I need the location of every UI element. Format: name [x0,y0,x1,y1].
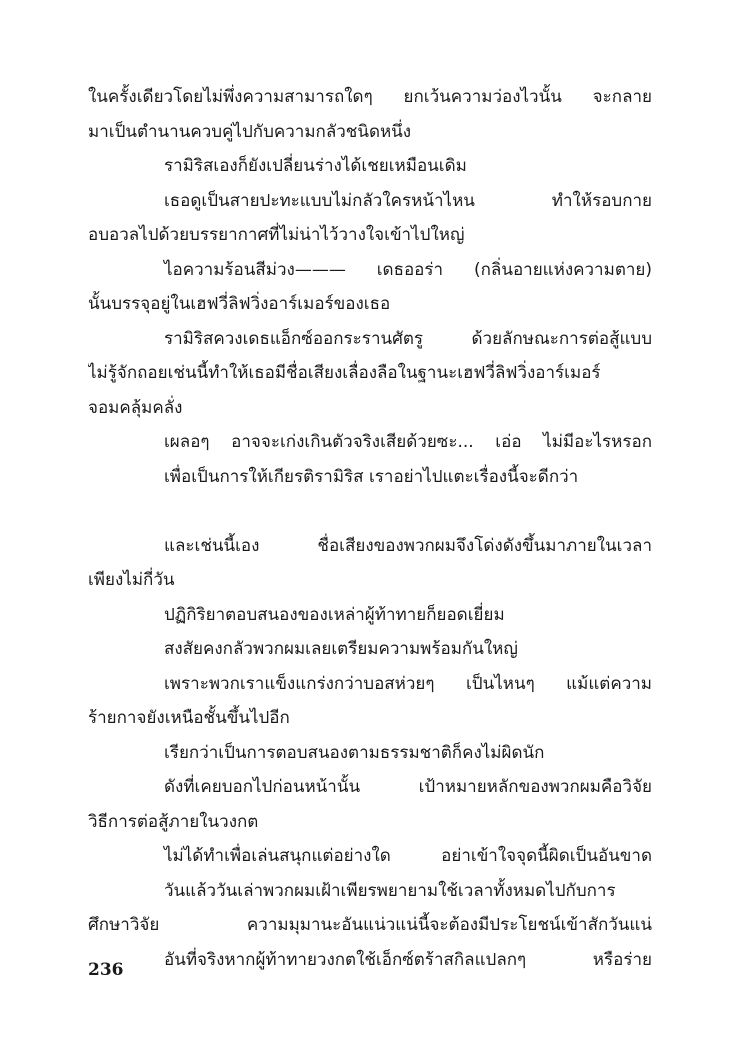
text-line: จอมคลุ้มคลั่ง [88,397,183,418]
text-line: นั้นบรรจุอยู่ในเฮฟวี่ลิฟวิ่งอาร์เมอร์ของเธอ [88,294,391,314]
text-line: ในครั้งเดียวโดยไม่พึ่งความสามารถใดๆ ยกเว้นความว่องไวนั้น จะกลาย [88,87,652,107]
text-line: รามิริสควงเดธแอ็กซ์ออกระรานศัตรู ด้วยลักษณะการต่อสู้แบบ [164,328,652,349]
text-line: รามิริสเองก็ยังเปลี่ยนร่างได้เชยเหมือนเดิม [164,156,467,176]
text-line: ไอความร้อนสีม่วง——— เดธออร่า (กลิ่นอายแห่งความตาย) [164,259,652,280]
text-line: ปฏิกิริยาตอบสนองของเหล่าผู้ท้าทายก็ยอดเยี่ยม [164,604,505,625]
text-line: วันแล้ววันเล่าพวกผมเฝ้าเพียรพยายามใช้เวลาทั้งหมดไปกับการ [164,880,616,901]
text-line: เรียกว่าเป็นการตอบสนองตามธรรมชาติก็คงไม่ผิดนัก [164,742,545,763]
text-line: เพื่อเป็นการให้เกียรติรามิริส เราอย่าไปแตะเรื่องนี้จะดีกว่า [164,466,579,487]
text-line: เพียงไม่กี่วัน [88,570,175,590]
body-text [88,80,652,977]
text-line: ดังที่เคยบอกไปก่อนหน้านั้น เป้าหมายหลักของพวกผมคือวิจัย [164,777,652,797]
text-line: อบอวลไปด้วยบรรยากาศที่ไม่น่าไว้วางใจเข้าไปใหญ่ [88,225,465,245]
text-line: ร้ายกาจยังเหนือชั้นขึ้นไปอีก [88,708,290,728]
text-line: เพราะพวกเราแข็งแกร่งกว่าบอสห่วยๆ เป็นไหนๆ แม้แต่ความ [164,673,652,694]
text-line: ศึกษาวิจัย ความมุมานะอันแน่วแน่นี้จะต้องมีประโยชน์เข้าสักวันแน่ [88,915,652,935]
text-line: วิธีการต่อสู้ภายในวงกต [88,811,259,832]
text-line: เผลอๆ อาจจะเก่งเกินตัวจริงเสียด้วยซะ... เอ่อ ไม่มีอะไรหรอก [164,432,652,452]
text-line: สงสัยคงกลัวพวกผมเลยเตรียมความพร้อมกันใหญ่ [164,639,518,659]
blank-line [88,494,652,529]
text-line: และเช่นนี้เอง ชื่อเสียงของพวกผมจึงโด่งดังขึ้นมาภายในเวลา [164,535,652,556]
text-line: ไม่รู้จักถอยเช่นนี้ทำให้เธอมีชื่อเสียงเลื่องลือในฐานะเฮฟวี่ลิฟวิ่งอาร์เมอร์ [88,363,601,383]
text-line: เธอดูเป็นสายปะทะแบบไม่กลัวใครหน้าไหน ทำให้รอบกาย [164,190,652,211]
page-number: 236 [88,960,124,980]
text-line: อันที่จริงหากผู้ท้าทายวงกตใช้เอ็กซ์ตร้าสกิลแปลกๆ หรือร่าย [164,949,652,970]
text-line: ไม่ได้ทำเพื่อเล่นสนุกแต่อย่างใด อย่าเข้าใจจุดนี้ผิดเป็นอันขาด [164,846,652,866]
text-line: มาเป็นตำนานควบคู่ไปกับความกลัวชนิดหนึ่ง [88,121,412,142]
